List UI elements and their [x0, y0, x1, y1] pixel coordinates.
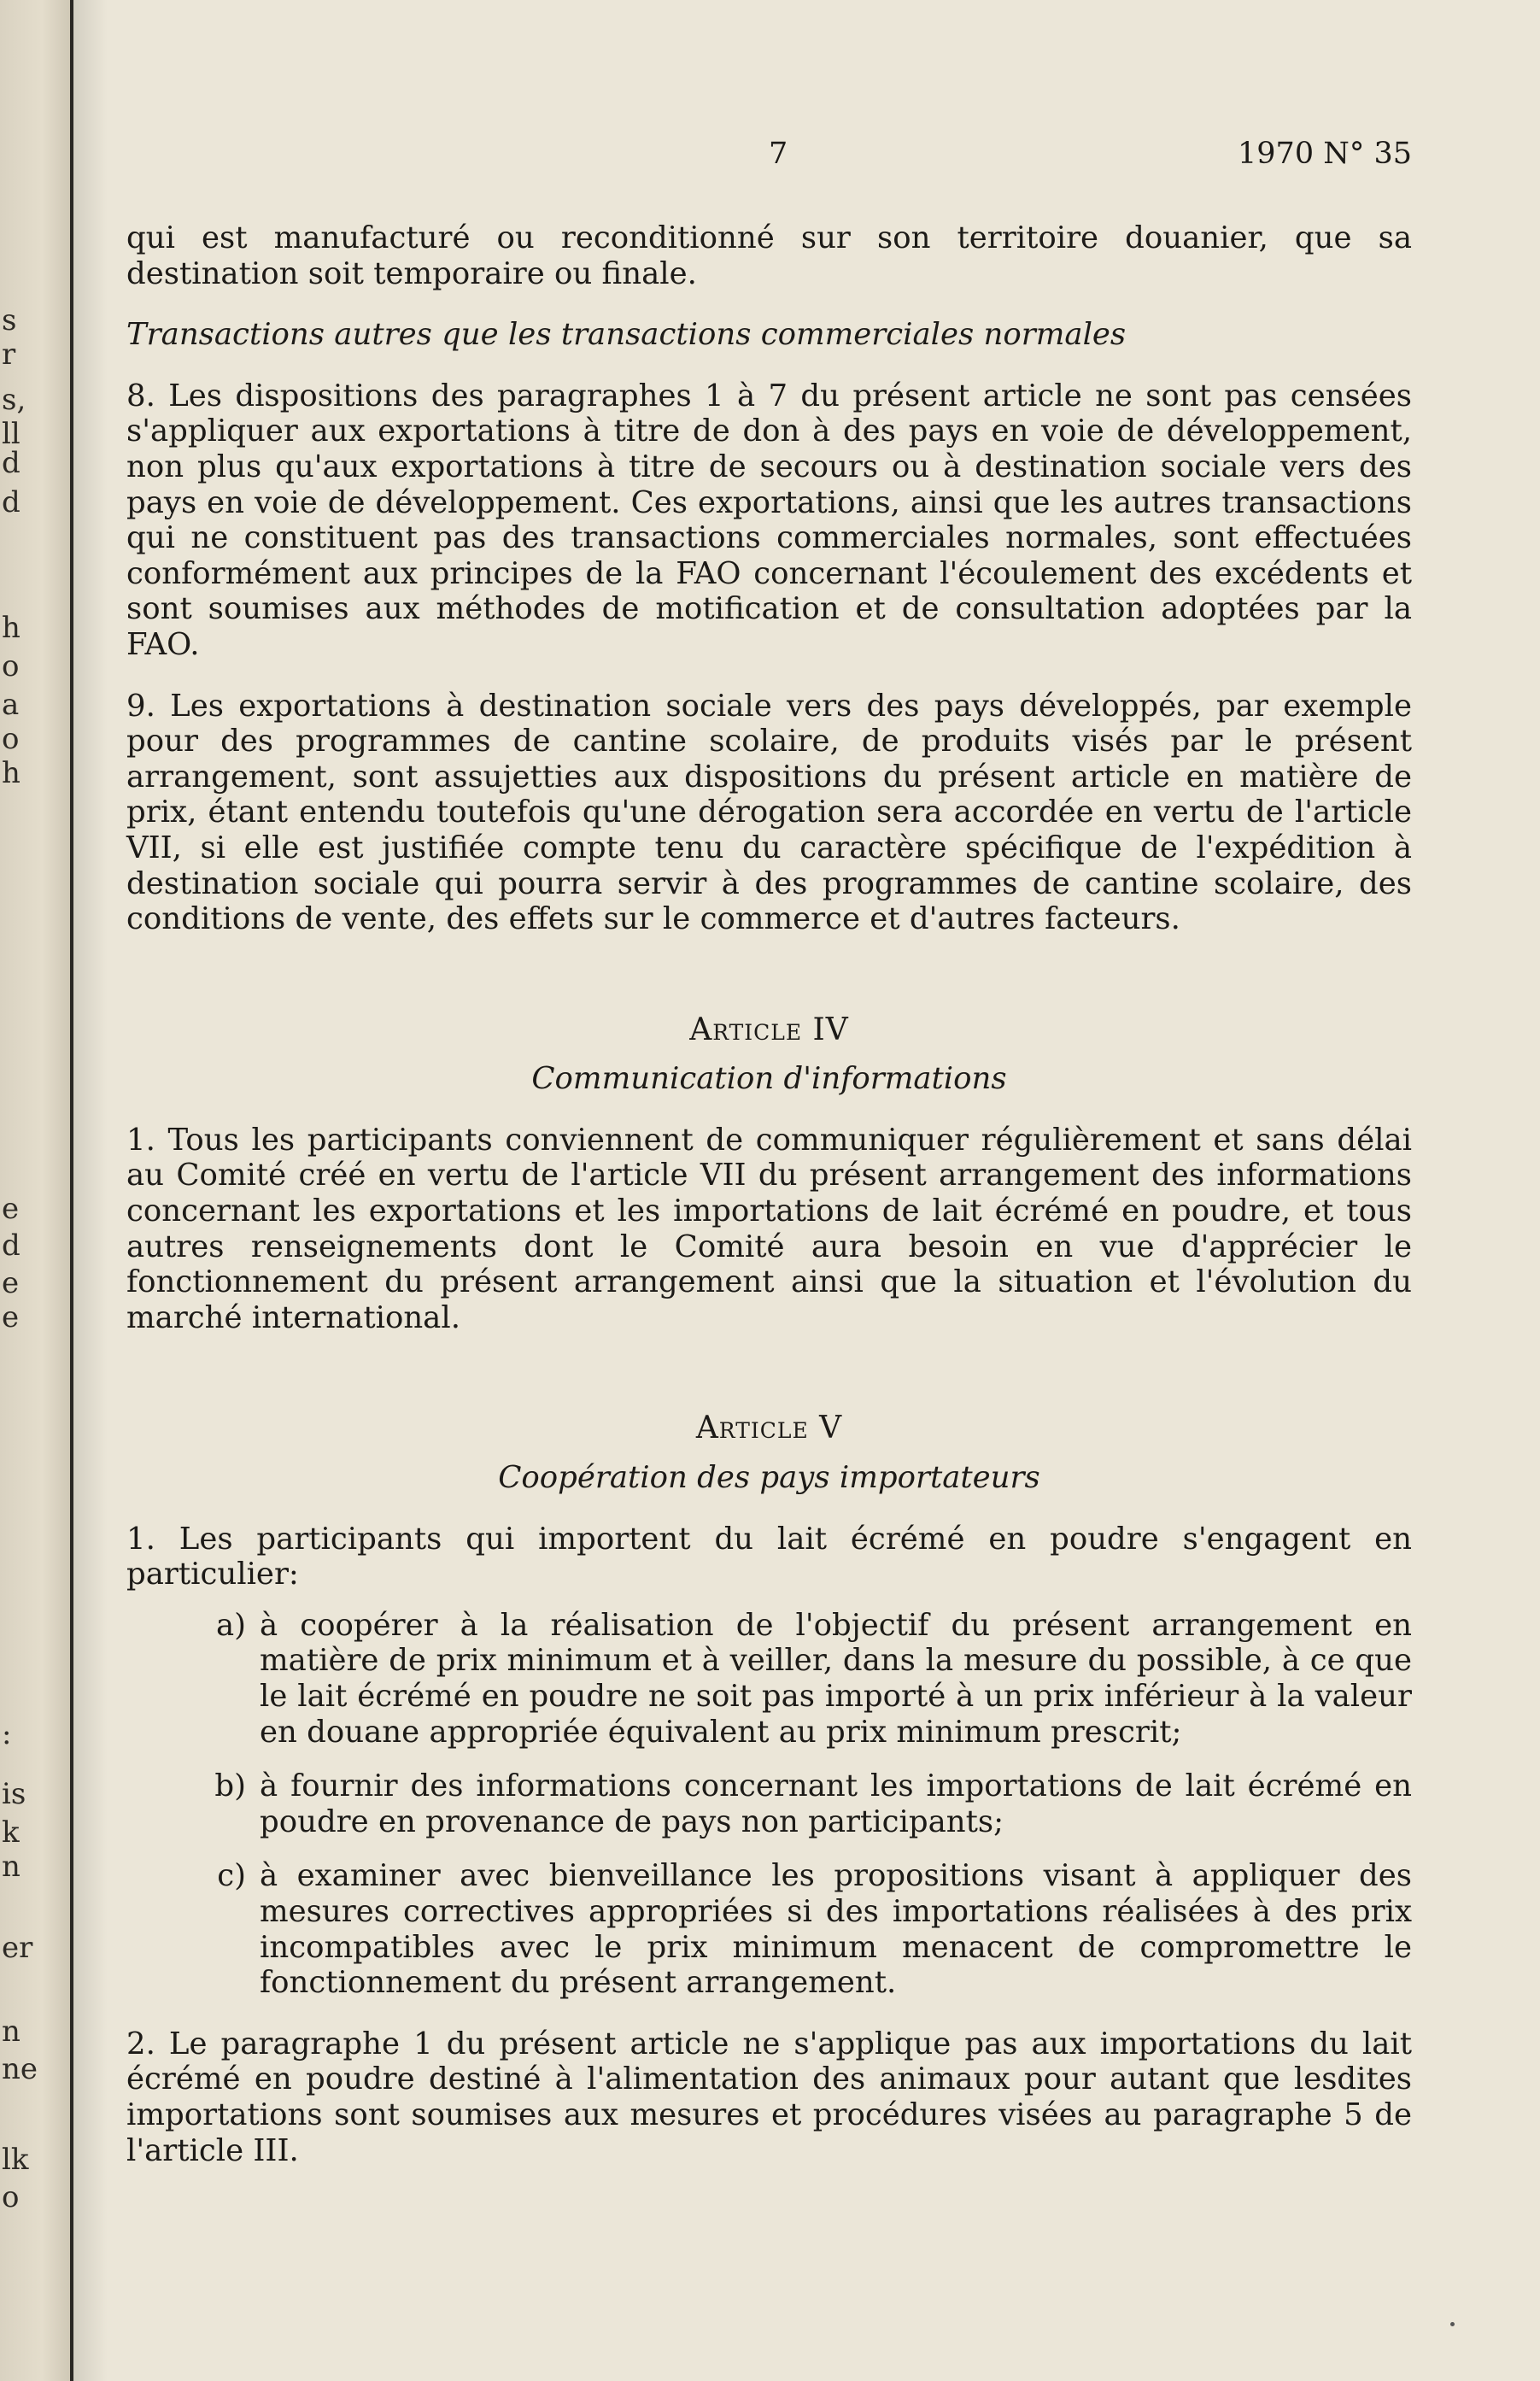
- binding-shadow: [73, 0, 108, 2381]
- page-header: [126, 137, 1412, 179]
- fragment: er: [2, 1931, 33, 1965]
- article-iv-paragraph-1: 1. Tous les participants conviennent de communiquer régulièrement et sans délai au Comité créé en vertu de l'article VII du présent arrangement des informations concernant les exportations et les importations de lait écrémé en poudre, et tous autres renseignements dont le Comité aura besoin en vue d'apprécier le fonctionnement du présent arrangement ainsi que la situation et l'évolution du marché international.: [126, 1122, 1412, 1335]
- list-item-label: a): [215, 1607, 246, 1643]
- article-iv-subtitle: Communication d'informations: [531, 1061, 1007, 1097]
- fragment: h: [2, 611, 20, 645]
- paragraph-9: 9. Les exportations à destination sociale vers des pays développés, par exemple pour des programmes de cantine scolaire, de produits visés par le présent arrangement, sont assujetties aux dispositions du présent article en matière de prix, étant entendu toutefois qu'une dérogation sera accordée en vertu de l'article VII, si elle est justifiée compte tenu du caractère spécifique de l'expédition à destination sociale qui pourra servir à des programmes de cantine scolaire, des conditions de vente, des effets sur le commerce et d'autres facteurs.: [126, 688, 1412, 937]
- fragment: d: [2, 1229, 20, 1263]
- fragment: d: [2, 446, 20, 480]
- list-item: [203, 1608, 1412, 1750]
- list-item: [203, 1858, 1412, 2000]
- fragment: a: [2, 688, 20, 722]
- fragment: o: [2, 649, 20, 683]
- list-item: [203, 1768, 1412, 1839]
- fragment: :: [2, 1717, 12, 1751]
- fragment: k: [2, 1815, 20, 1850]
- article-iv-title: Article IV: [689, 1012, 849, 1047]
- document-body: [126, 220, 1412, 2194]
- fragment: h: [2, 756, 20, 790]
- fragment: r: [2, 337, 16, 372]
- fragment: n: [2, 2014, 20, 2049]
- fragment: d: [2, 485, 20, 519]
- fragment: e: [2, 1300, 20, 1334]
- article-v-title: Article V: [695, 1410, 843, 1446]
- list-item-text: à examiner avec bienveillance les propositions visant à appliquer des mesures correctives appropriées si des importations réalisées à des prix incompatibles avec le prix minimum menacent de compromettre le fonctionnement du présent arrangement.: [260, 1858, 1412, 2001]
- list-item-label: b): [214, 1768, 246, 1804]
- fragment: e: [2, 1266, 20, 1300]
- list-item-label: c): [217, 1858, 246, 1894]
- fragment: n: [2, 1850, 20, 1884]
- fragment: is: [2, 1777, 26, 1811]
- section-heading: Transactions autres que les transactions commerciales normales: [126, 317, 1127, 353]
- fragment: lk: [2, 2143, 29, 2177]
- article-v-subtitle: Coopération des pays importateurs: [498, 1460, 1040, 1496]
- fragment: s: [2, 303, 17, 337]
- article-v-paragraph-2: 2. Le paragraphe 1 du présent article ne s'applique pas aux importations du lait écrémé en poudre destiné à l'alimentation des animaux pour autant que lesdites importations sont soumises aux mesures et procédures visées au paragraphe 5 de l'article III.: [126, 2026, 1412, 2168]
- fragment: o: [2, 722, 20, 756]
- list-item-text: à coopérer à la réalisation de l'objectif du présent arrangement en matière de prix minimum et à veiller, dans la mesure du possible, à ce que le lait écrémé en poudre ne soit pas importé à un prix inférieur à la valeur en douane appropriée équivalent au prix minimum prescrit;: [260, 1607, 1412, 1750]
- fragment: o: [2, 2180, 20, 2214]
- fragment: ne: [2, 2052, 38, 2086]
- fragment: s,: [2, 383, 26, 417]
- paragraph-8: 8. Les dispositions des paragraphes 1 à 7 du présent article ne sont pas censées s'appliquer aux exportations à titre de don à des pays en voie de développement, non plus qu'aux exportations à titre de secours ou à destination sociale vers des pays en voie de développement. Ces exportations, ainsi que les autres transactions qui ne constituent pas des transactions commerciales normales, sont effectuées conformément aux principes de la FAO concernant l'écoulement des excédents et sont soumises aux méthodes de motification et de consultation adoptées par la FAO.: [126, 378, 1412, 662]
- page-number: 7: [769, 137, 788, 171]
- fragment: ll: [2, 417, 20, 451]
- paper-speck: [1450, 2322, 1455, 2326]
- fragment: e: [2, 1192, 20, 1226]
- list-item-text: à fournir des informations concernant les importations de lait écrémé en poudre en provenance de pays non participants;: [260, 1768, 1412, 1839]
- document-reference: 1970 N° 35: [1238, 137, 1412, 171]
- intro-paragraph: qui est manufacturé ou reconditionné sur son territoire douanier, que sa destination soit temporaire ou finale.: [126, 220, 1412, 291]
- article-v-paragraph-1: 1. Les participants qui importent du lait écrémé en poudre s'engagent en particulier:: [126, 1521, 1412, 1592]
